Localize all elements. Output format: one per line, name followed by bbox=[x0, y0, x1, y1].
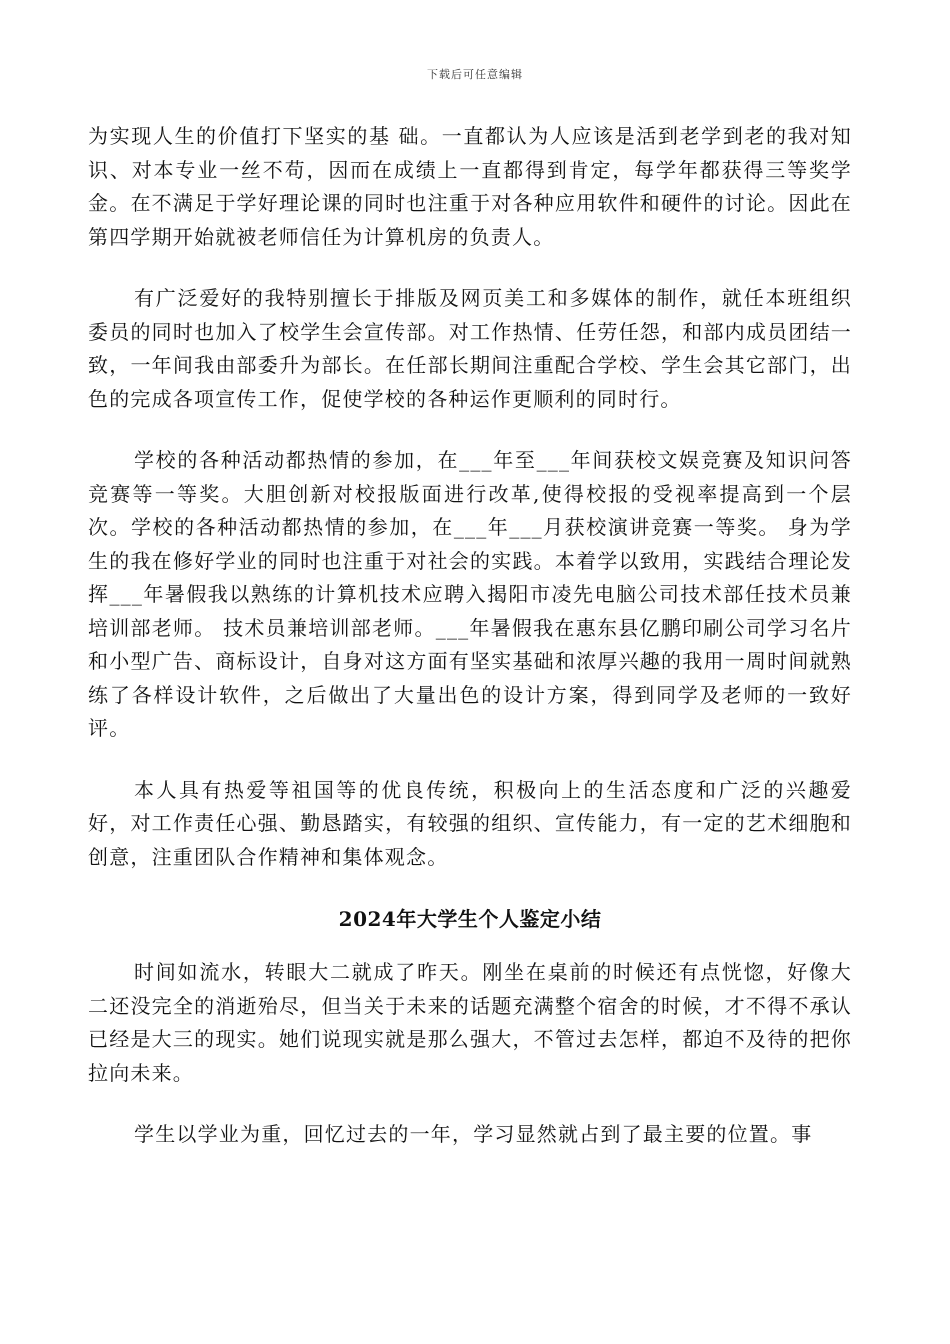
paragraph-hobbies: 有广泛爱好的我特别擅长于排版及网页美工和多媒体的制作，就任本班组织委员的同时也加入了校学生会宣传部。对工作热情、任劳任怨，和部内成员团结一致，一年间我由部委升为部长。在任部长期间注重配合学校、学生会其它部门，出色的完成各项宣传工作，促使学校的各种运作更顺利的同时行。 bbox=[88, 286, 852, 411]
page-header: 下载后可任意编辑 bbox=[427, 68, 523, 81]
paragraph-personal-traits: 本人具有热爱等祖国等的优良传统，积极向上的生活态度和广泛的兴趣爱好，对工作责任心强、勤恳踏实，有较强的组织、宣传能力，有一定的艺术细胞和创意，注重团队合作精神和集体观念。 bbox=[88, 777, 852, 869]
paragraph-study-focus: 学生以学业为重，回忆过去的一年，学习显然就占到了最主要的位置。事 bbox=[134, 1122, 813, 1146]
paragraph-activities: 学校的各种活动都热情的参加，在___年至___年间获校文娱竞赛及知识问答竞赛等一等奖。大胆创新对校报版面进行改革,使得校报的受视率提高到一个层次。学校的各种活动都热情的参加，在___年___月获校演讲竞赛一等奖。 身为学生的我在修好学业的同时也注重于对社会的实践。本着学以致用，实践结合理论发挥___年暑假我以熟练的计算机技术应聘入揭阳市凌先电脑公司技术部任技术员兼培训部老师。 技术员兼培训部老师。___年暑假我在惠东县亿鹏印刷公司学习名片和小型广告、商标设计，自身对这方面有坚实基础和浓厚兴趣的我用一周时间就熟练了各样设计软件，之后做出了大量出色的设计方案，得到同学及老师的一致好评。 bbox=[88, 448, 852, 740]
section-title: 2024年大学生个人鉴定小结 bbox=[338, 907, 602, 931]
document-body bbox=[88, 120, 852, 1180]
paragraph-time-flows: 时间如流水，转眼大二就成了昨天。刚坐在桌前的时候还有点恍惚，好像大二还没完全的消逝殆尽，但当关于未来的话题充满整个宿舍的时候，才不得不承认已经是大三的现实。她们说现实就是那么强大，不管过去怎样，都迫不及待的把你拉向未来。 bbox=[88, 960, 852, 1085]
paragraph-continuation: 为实现人生的价值打下坚实的基 础。一直都认为人应该是活到老学到老的我对知识、对本专业一丝不苟，因而在成绩上一直都得到肯定，每学年都获得三等奖学金。在不满足于学好理论课的同时也注重于对各种应用软件和硬件的讨论。因此在第四学期开始就被老师信任为计算机房的负责人。 bbox=[88, 124, 852, 249]
